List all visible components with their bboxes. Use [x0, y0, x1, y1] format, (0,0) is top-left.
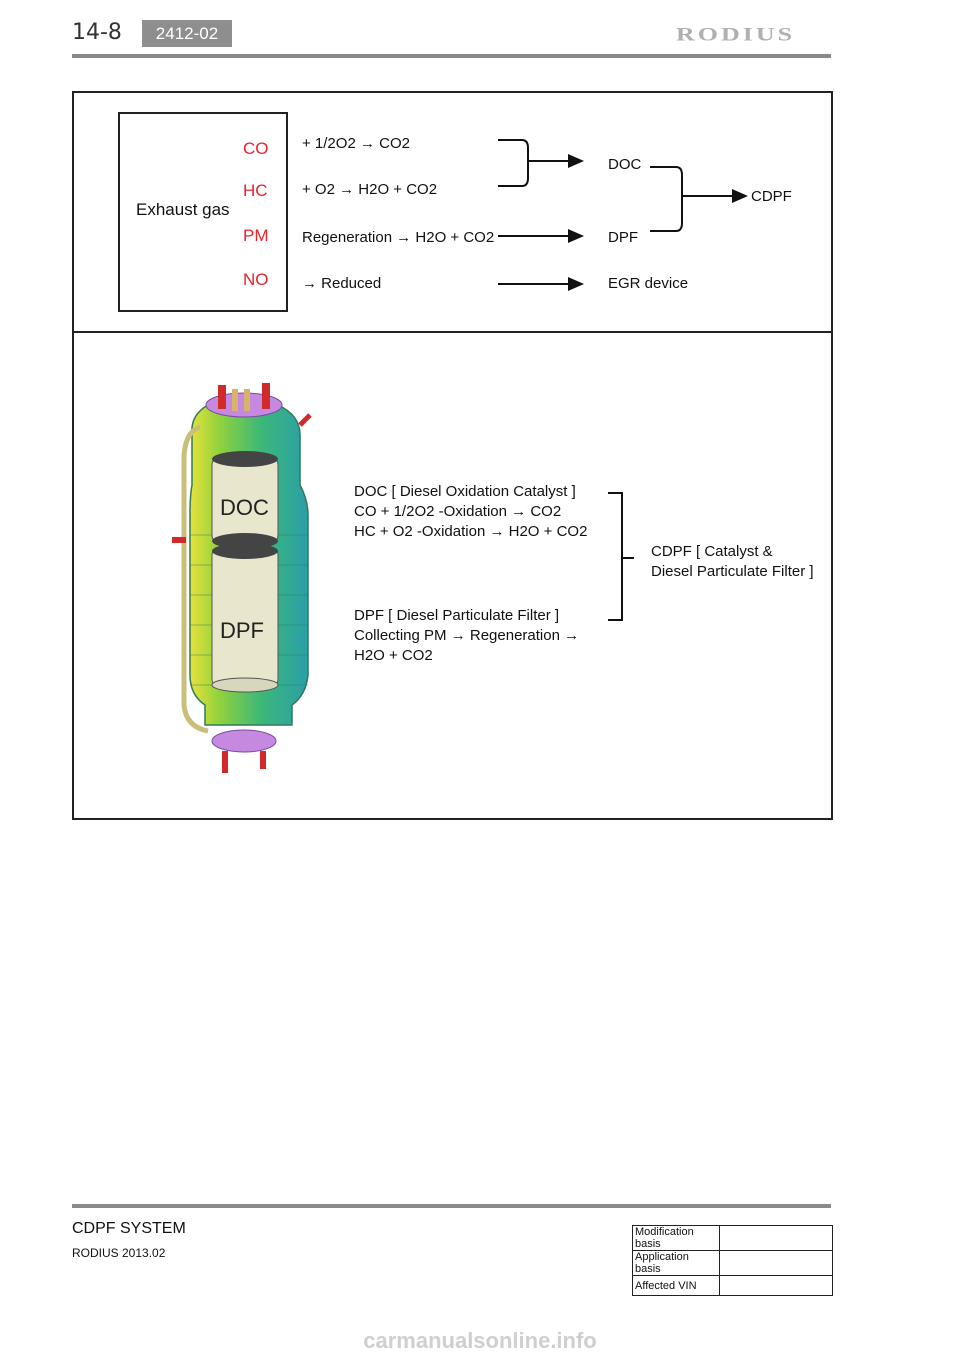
footer-title: CDPF SYSTEM	[72, 1220, 186, 1237]
modification-basis-label: Modification basis	[633, 1226, 720, 1251]
table-row	[633, 1251, 833, 1276]
device-egr: EGR device	[608, 275, 689, 292]
footer-subtitle: RODIUS 2013.02	[72, 1246, 166, 1260]
gas-no: NO	[243, 270, 269, 289]
device-doc: DOC	[608, 156, 642, 173]
doc-description: DOC [ Diesel Oxidation Catalyst ] CO + 1/2O2 -Oxidation → CO2 HC + O2 -Oxidation → H2O + CO2	[354, 483, 588, 540]
reaction-pm: Regeneration → H2O + CO2	[302, 229, 495, 246]
modification-table	[632, 1225, 833, 1296]
gas-pm: PM	[243, 226, 269, 245]
egr-arrowhead	[568, 277, 584, 291]
dpf-part-label: DPF	[220, 618, 264, 643]
device-cdpf: CDPF	[751, 188, 792, 205]
cdpf-arrowhead	[732, 189, 748, 203]
application-basis-label: Application basis	[633, 1251, 720, 1276]
affected-vin-value	[720, 1276, 833, 1296]
dpf-arrowhead	[568, 229, 584, 243]
section-code-badge: 2412-02	[142, 20, 232, 47]
dpf-description: DPF [ Diesel Particulate Filter ] Collecting PM → Regeneration → H2O + CO2	[354, 607, 580, 664]
cdpf-unit-illustration	[160, 375, 320, 785]
table-row	[633, 1276, 833, 1296]
page-number: 14-8	[72, 20, 122, 45]
application-basis-value	[720, 1251, 833, 1276]
doc-bracket	[498, 140, 528, 186]
table-row	[633, 1226, 833, 1251]
footer-rule	[72, 1204, 831, 1208]
doc-arrowhead	[568, 154, 584, 168]
device-dpf: DPF	[608, 229, 638, 246]
cdpf-description: CDPF [ Catalyst & Diesel Particulate Filter ]	[651, 543, 814, 580]
brand-logo: RODIUS	[676, 24, 796, 45]
reaction-no: → Reduced	[302, 275, 382, 292]
cdpf-bracket	[650, 167, 682, 231]
cdpf-bracket-bottom	[600, 488, 640, 628]
affected-vin-label: Affected VIN	[633, 1276, 720, 1296]
doc-part-label: DOC	[220, 495, 269, 520]
gas-co: CO	[243, 139, 269, 158]
modification-basis-value	[720, 1226, 833, 1251]
flow-arrows	[0, 0, 960, 340]
reaction-co: + 1/2O2 → CO2	[302, 135, 410, 152]
exhaust-gas-label: Exhaust gas	[136, 200, 230, 219]
reaction-hc: + O2 → H2O + CO2	[302, 181, 438, 198]
gas-hc: HC	[243, 181, 268, 200]
watermark: carmanualsonline.info	[363, 1328, 597, 1353]
